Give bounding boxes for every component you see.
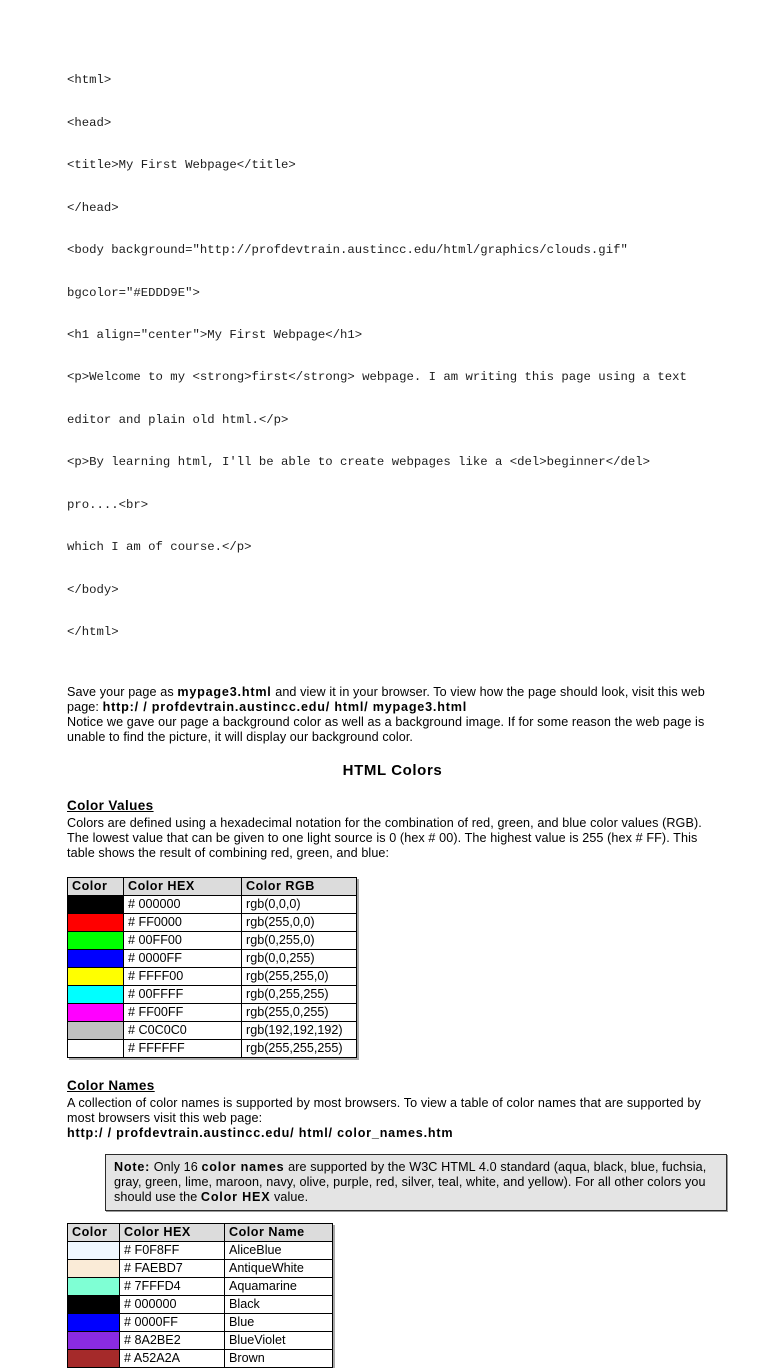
rgb-cell: rgb(255,255,255) <box>242 1039 357 1057</box>
code-line: <h1 align="center">My First Webpage</h1> <box>67 328 363 343</box>
code-line: </head> <box>67 200 119 215</box>
color-swatch <box>68 895 124 913</box>
page-title: HTML Colors <box>342 761 443 779</box>
column-header-color: Color <box>68 1223 120 1241</box>
color-swatch <box>68 1241 120 1259</box>
color-swatch <box>68 1021 124 1039</box>
hex-cell: # F0F8FF <box>120 1241 225 1259</box>
note-label: Note: <box>114 1159 151 1174</box>
color-swatch <box>68 949 124 967</box>
name-cell: Blue <box>225 1313 333 1331</box>
background-note-text: Notice we gave our page a background color as well as a background image. If for some reason the web page is unable to find the picture, it will display our background color. <box>67 714 705 744</box>
code-line: <body background="http://profdevtrain.austincc.edu/html/graphics/clouds.gif" <box>67 243 628 258</box>
name-cell: Aquamarine <box>225 1277 333 1295</box>
section-heading-color-names: Color Names <box>67 1077 155 1093</box>
table-row <box>68 1331 333 1349</box>
color-names-url-text: http:/ / profdevtrain.austincc.edu/ html/ color_names.htm <box>67 1125 454 1140</box>
hex-cell: # 00FFFF <box>124 985 242 1003</box>
hex-cell: # 0000FF <box>120 1313 225 1331</box>
hex-cell: # 000000 <box>124 895 242 913</box>
column-header-color: Color <box>68 877 124 895</box>
color-swatch <box>68 967 124 985</box>
code-line: <p>Welcome to my <strong>first</strong> webpage. I am writing this page using a text <box>67 370 687 385</box>
hex-cell: # 000000 <box>120 1295 225 1313</box>
hex-cell: # 00FF00 <box>124 931 242 949</box>
rgb-cell: rgb(0,0,0) <box>242 895 357 913</box>
column-header-color-hex: Color HEX <box>124 877 242 895</box>
color-swatch <box>68 985 124 1003</box>
code-line: <html> <box>67 73 112 88</box>
color-values-table <box>67 877 357 1058</box>
table-row <box>68 1039 357 1057</box>
code-block <box>67 45 718 668</box>
column-header-color-hex: Color HEX <box>120 1223 225 1241</box>
name-cell: BlueViolet <box>225 1331 333 1349</box>
note-text: value. <box>270 1189 309 1204</box>
code-line: <title>My First Webpage</title> <box>67 158 296 173</box>
table-row <box>68 1277 333 1295</box>
hex-cell: # FF00FF <box>124 1003 242 1021</box>
save-instructions-paragraph <box>67 685 718 745</box>
code-line: editor and plain old html.</p> <box>67 412 289 427</box>
save-text: Save your page as <box>67 684 178 699</box>
name-cell: Brown <box>225 1349 333 1367</box>
color-swatch <box>68 1259 120 1277</box>
rgb-cell: rgb(0,0,255) <box>242 949 357 967</box>
note-box <box>105 1154 727 1211</box>
name-cell: AliceBlue <box>225 1241 333 1259</box>
table-row <box>68 1295 333 1313</box>
code-line: bgcolor="#EDDD9E"> <box>67 285 200 300</box>
table-row <box>68 1241 333 1259</box>
table-header-row <box>68 877 357 895</box>
color-swatch <box>68 1349 120 1367</box>
table-row <box>68 949 357 967</box>
note-text: Only 16 <box>150 1159 202 1174</box>
color-names-paragraph <box>67 1096 718 1141</box>
note-color-hex-bold: Color HEX <box>200 1189 271 1204</box>
hex-cell: # A52A2A <box>120 1349 225 1367</box>
color-swatch <box>68 1277 120 1295</box>
name-cell: Black <box>225 1295 333 1313</box>
hex-cell: # 0000FF <box>124 949 242 967</box>
color-swatch <box>68 931 124 949</box>
rgb-cell: rgb(255,0,255) <box>242 1003 357 1021</box>
code-line: pro....<br> <box>67 497 149 512</box>
name-cell: AntiqueWhite <box>225 1259 333 1277</box>
code-line: </body> <box>67 582 119 597</box>
section-heading-color-values: Color Values <box>67 797 154 813</box>
color-swatch <box>68 1003 124 1021</box>
color-swatch <box>68 1039 124 1057</box>
code-line: </html> <box>67 625 119 640</box>
table-row <box>68 1259 333 1277</box>
table-row <box>68 985 357 1003</box>
color-swatch <box>68 1313 120 1331</box>
note-color-names-bold: color names <box>201 1159 285 1174</box>
table-row <box>68 1313 333 1331</box>
column-header-color-name: Color Name <box>225 1223 333 1241</box>
table-row <box>68 1021 357 1039</box>
rgb-cell: rgb(255,0,0) <box>242 913 357 931</box>
color-swatch <box>68 913 124 931</box>
note-text: are supported by the W3C HTML 4.0 standard (aqua, black, blue, fuchsia, gray, green, lime, maroon, navy, olive, purple, red, silver, teal, white, and yellow). For all other colors you should use the <box>114 1159 707 1204</box>
table-row <box>68 967 357 985</box>
column-header-color-rgb: Color RGB <box>242 877 357 895</box>
hex-cell: # FFFFFF <box>124 1039 242 1057</box>
mypage3-url-text: http:/ / profdevtrain.austincc.edu/ html/ mypage3.html <box>102 699 468 714</box>
table-row <box>68 931 357 949</box>
rgb-cell: rgb(255,255,0) <box>242 967 357 985</box>
code-line: <head> <box>67 115 112 130</box>
hex-cell: # FFFF00 <box>124 967 242 985</box>
rgb-cell: rgb(192,192,192) <box>242 1021 357 1039</box>
table-row <box>68 1003 357 1021</box>
color-swatch <box>68 1331 120 1349</box>
color-names-table <box>67 1223 333 1368</box>
code-line: <p>By learning html, I'll be able to create webpages like a <del>beginner</del> <box>67 455 650 470</box>
filename-text: mypage3.html <box>177 684 272 699</box>
hex-cell: # C0C0C0 <box>124 1021 242 1039</box>
hex-cell: # FAEBD7 <box>120 1259 225 1277</box>
hex-cell: # FF0000 <box>124 913 242 931</box>
table-header-row <box>68 1223 333 1241</box>
hex-cell: # 7FFFD4 <box>120 1277 225 1295</box>
rgb-cell: rgb(0,255,255) <box>242 985 357 1003</box>
rgb-cell: rgb(0,255,0) <box>242 931 357 949</box>
color-swatch <box>68 1295 120 1313</box>
color-values-paragraph: Colors are defined using a hexadecimal notation for the combination of red, green, and blue color values (RGB). The lowest value that can be given to one light source is 0 (hex # 00). The highest value is 255 (hex # FF). This table shows the result of combining red, green, and blue: <box>67 815 702 860</box>
table-row <box>68 913 357 931</box>
code-line: which I am of course.</p> <box>67 540 252 555</box>
table-row <box>68 1349 333 1367</box>
view-text: and view it in your browser. To view how the page should look, visit this web page: <box>67 684 705 714</box>
table-row <box>68 895 357 913</box>
color-names-text: A collection of color names is supported by most browsers. To view a table of color names that are supported by most browsers visit this web page: <box>67 1095 701 1125</box>
hex-cell: # 8A2BE2 <box>120 1331 225 1349</box>
page-content <box>67 45 718 1368</box>
